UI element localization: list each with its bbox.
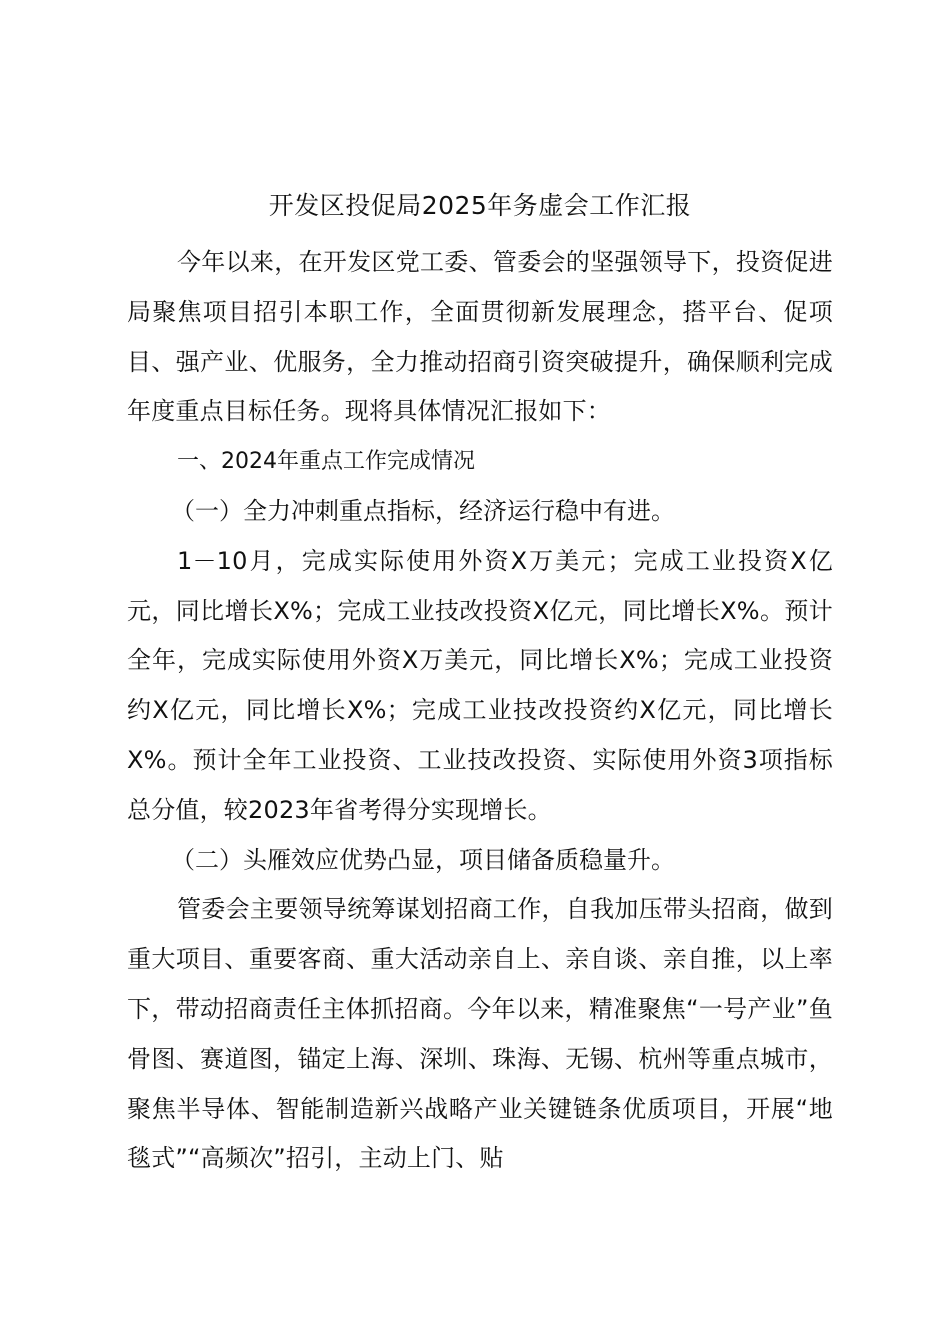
investment-promotion-paragraph: 管委会主要领导统筹谋划招商工作，自我加压带头招商，做到重大项目、重要客商、重大活动亲自上、亲自谈、亲自推，以上率下，带动招商责任主体抓招商。今年以来，精准聚焦“一号产业”鱼骨图、赛道图，锚定上海、深圳、珠海、无锡、杭州等重点城市，聚焦半导体、智能制造新兴战略产业关键链条优质项目，开展“地毯式”“高频次”招引，主动上门、贴 [127, 895, 833, 1173]
document-title: 开发区投促局2025年务虚会工作汇报 [268, 191, 692, 220]
subsection-heading-1: （一）全力冲刺重点指标，经济运行稳中有进。 [171, 496, 675, 525]
intro-paragraph: 今年以来，在开发区党工委、管委会的坚强领导下，投资促进局聚焦项目招引本职工作，全面贯彻新发展理念，搭平台、促项目、强产业、优服务，全力推动招商引资突破提升，确保顺利完成年度重点目标任务。现将具体情况汇报如下： [127, 248, 833, 426]
section-heading-1: 一、2024年重点工作完成情况 [177, 449, 475, 475]
subsection-heading-2: （二）头雁效应优势凸显，项目储备质稳量升。 [171, 845, 675, 874]
indicators-paragraph: 1－10月，完成实际使用外资X万美元；完成工业投资X亿元，同比增长X%；完成工业技改投资X亿元，同比增长X%。预计全年，完成实际使用外资X万美元，同比增长X%；完成工业投资约X亿元，同比增长X%；完成工业技改投资约X亿元，同比增长X%。预计全年工业投资、工业技改投资、实际使用外资3项指标总分值，较2023年省考得分实现增长。 [127, 546, 833, 824]
document-body [127, 182, 833, 1184]
